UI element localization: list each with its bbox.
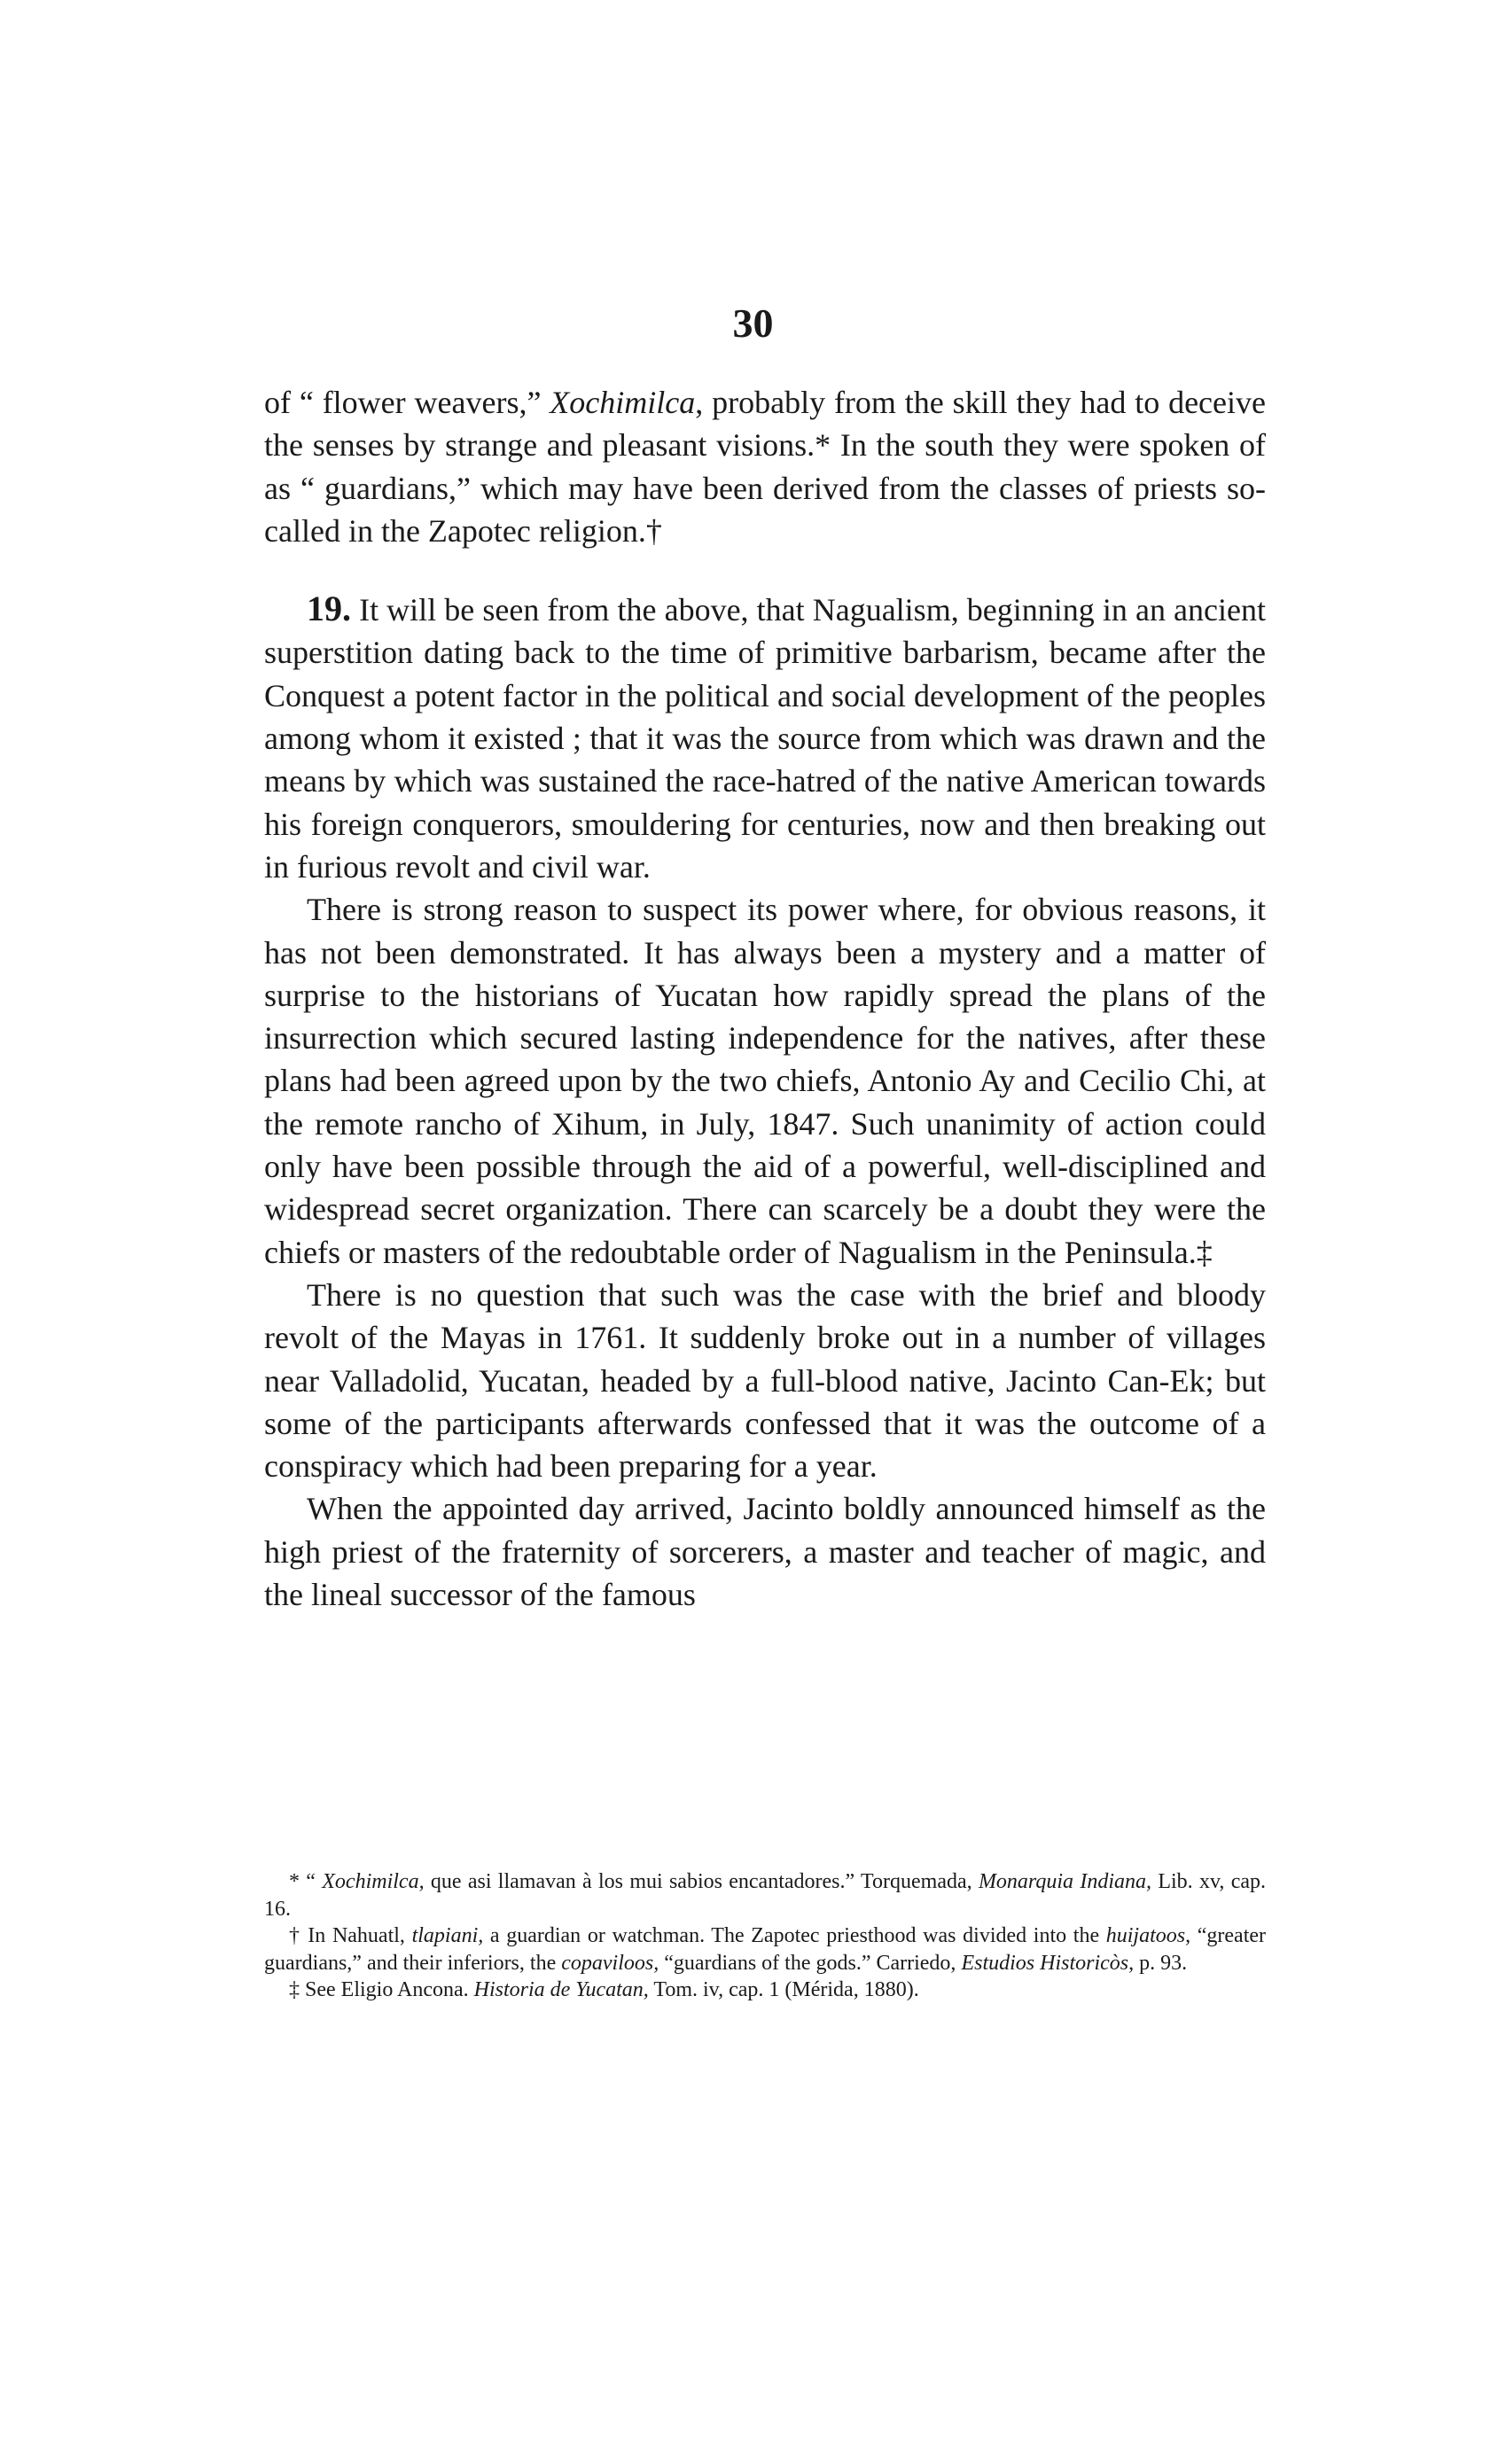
footnote-text: * “ (289, 1870, 323, 1893)
footnote-text: “guardians of the gods.” Carriedo, (659, 1951, 962, 1975)
footnotes (264, 1868, 1266, 2004)
footnote (264, 1977, 1266, 2004)
footnote-italic: copaviloos, (561, 1951, 659, 1975)
paragraph-text: It will be seen from the above, that Nagualism, beginning in an ancient superstition dating back to the time of primitive barbarism, became after the Conquest a potent factor in the political and social development of the peoples among whom it existed ; that it was the source from which was drawn and the means by which was sustained the race-hatred of the native American towards his foreign conquerors, smouldering for centuries, now and then breaking out in furious revolt and civil war. (264, 592, 1266, 885)
italic-term: Xochimilca (550, 385, 696, 420)
page-number: 30 (732, 300, 774, 346)
footnote-text: que asi llamavan à los mui sabios encantadores.” Torquemada, (424, 1870, 979, 1893)
paragraph: There is no question that such was the case with the brief and bloody revolt of the Mayas in 1761. It suddenly broke out in a number of villages near Valladolid, Yucatan, headed by a full-blood native, Jacinto Can-Ek; but some of the participants afterwards confessed that it was the outcome of a conspiracy which had been preparing for a year. (264, 1276, 1266, 1485)
main-text (264, 381, 1266, 1616)
footnote-italic: Monarquia Indiana, (978, 1870, 1152, 1893)
footnote-italic: huijatoos, (1105, 1924, 1191, 1947)
paragraph: There is strong reason to suspect its power where, for obvious reasons, it has not been demonstrated. It has always been a mystery and a matter of surprise to the historians of Yucatan how rapidly spread the plans of the insurrection which secured lasting independence for the natives, after these plans had been agreed upon by the two chiefs, Antonio Ay and Cecilio Chi, at the remote rancho of Xihum, in July, 1847. Such unanimity of action could only have been possible through the aid of a powerful, well-disciplined and widespread secret organization. There can scarcely be a doubt they were the chiefs or masters of the redoubtable order of Nagualism in the Peninsula.‡ (264, 892, 1266, 1270)
paragraph-continued (264, 381, 1266, 552)
footnote-italic: tlapiani, (411, 1924, 484, 1947)
footnote-italic: Historia de Yucatan, (473, 1978, 649, 2001)
footnote-text: † In Nahuatl, (289, 1924, 412, 1947)
footnote-text: “greater guardians,” and their inferiors, the (264, 1924, 1267, 1975)
paragraph-text: of “ flower weavers,” (264, 385, 550, 420)
paragraph-section-19 (264, 588, 1266, 888)
footnote-text: Tom. iv, cap. 1 (Mérida, 1880). (648, 1978, 919, 2001)
footnote-text: ‡ See Eligio Ancona. (289, 1978, 474, 2001)
footnote (264, 1922, 1266, 1977)
footnote-text: Lib. xv, cap. 16. (264, 1870, 1266, 1921)
section-number: 19. (307, 589, 351, 629)
footnote-italic: Estudios Historicòs, (961, 1951, 1135, 1975)
footnote-text: p. 93. (1134, 1951, 1188, 1975)
footnote-text: a guardian or watchman. The Zapotec priesthood was divided into the (483, 1924, 1106, 1947)
paragraph-text: , probably from the skill they had to deceive the senses by strange and pleasant visions.* In the south they were spoken of as “ guardians,” which may have been derived from the classes of priests so-called in the Zapotec religion.† (264, 385, 1266, 549)
paragraph: When the appointed day arrived, Jacinto boldly announced himself as the high priest of the fraternity of sorcerers, a master and teacher of magic, and the lineal successor of the famous (264, 1491, 1266, 1613)
footnote-italic: Xochimilca, (322, 1870, 425, 1893)
footnote (264, 1868, 1266, 1922)
